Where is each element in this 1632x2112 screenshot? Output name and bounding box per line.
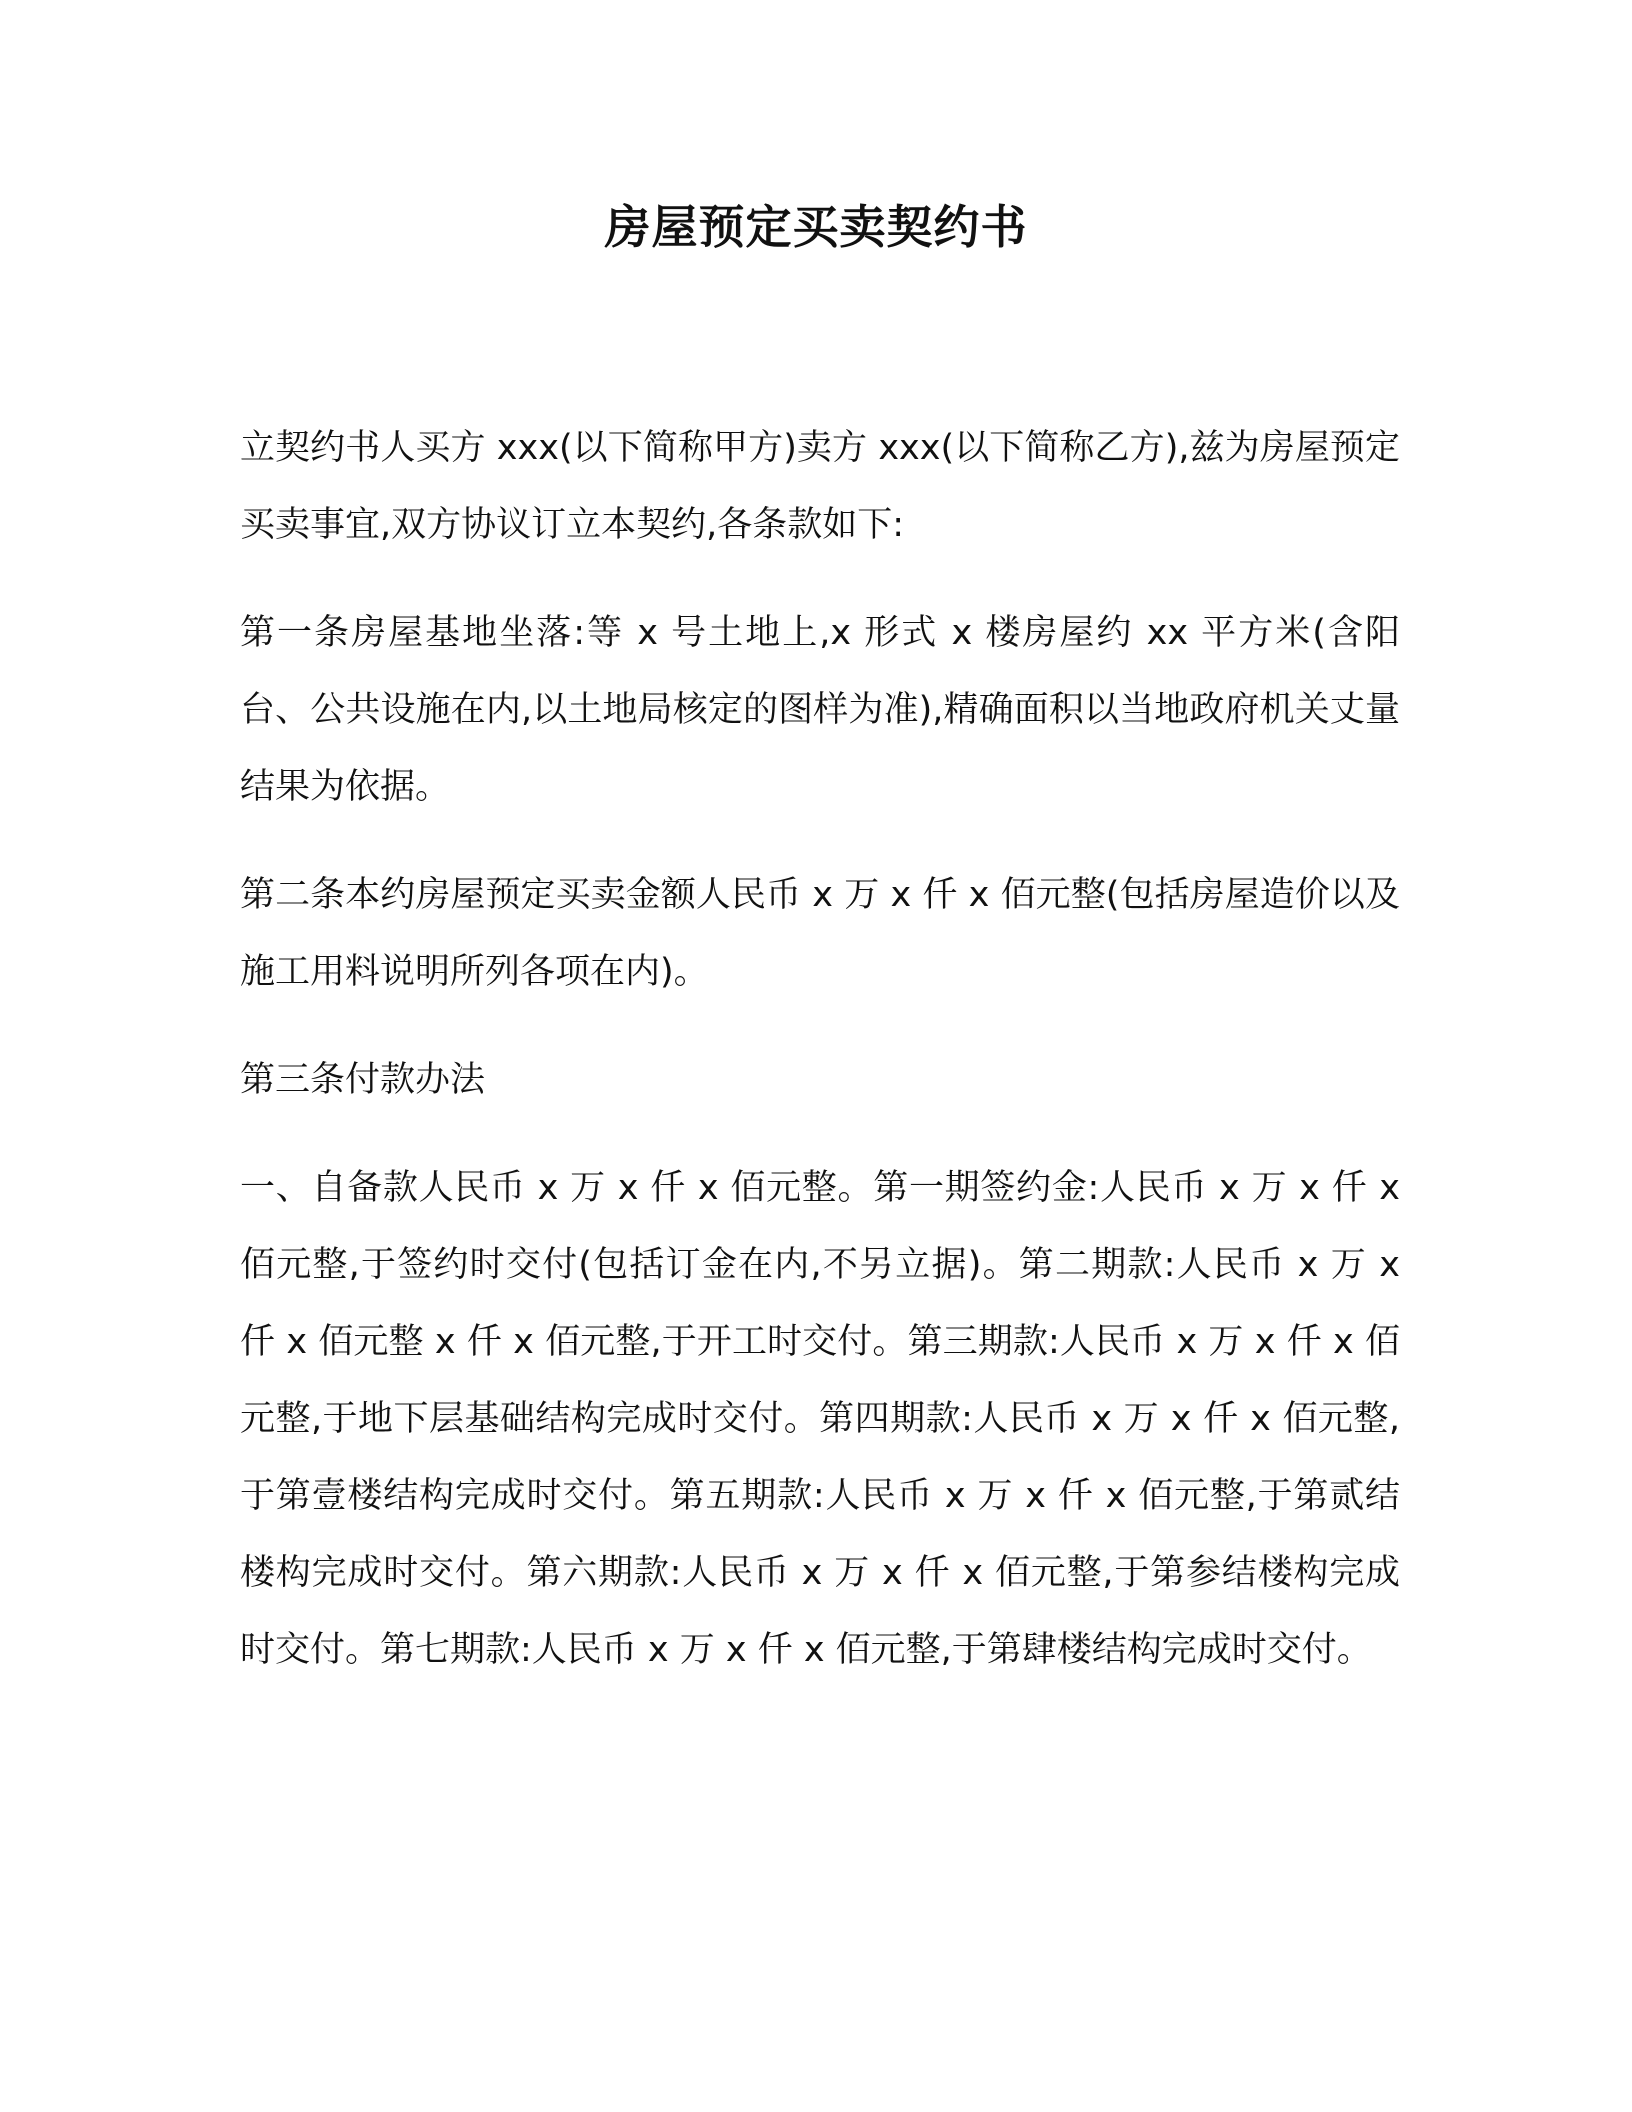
paragraph-article-1: 第一条房屋基地坐落:等 x 号土地上,x 形式 x 楼房屋约 xx 平方米(含阳台、公共设施在内,以土地局核定的图样为准),精确面积以当地政府机关丈量结果为依据。	[240, 613, 1400, 807]
paragraph-payment-schedule: 一、自备款人民币 x 万 x 仟 x 佰元整。第一期签约金:人民币 x 万 x 仟 x 佰元整,于签约时交付(包括订金在内,不另立据)。第二期款:人民币 x 万 x 仟 x 佰元整 x 仟 x 佰元整,于开工时交付。第三期款:人民币 x 万 x 仟 x 佰元整,于地下层基础结构完成时交付。第四期款:人民币 x 万 x 仟 x 佰元整,于第壹楼结构完成时交付。第五期款:人民币 x 万 x 仟 x 佰元整,于第贰结楼构完成时交付。第六期款:人民币 x 万 x 仟 x 佰元整,于第参结楼构完成时交付。第七期款:人民币 x 万 x 仟 x 佰元整,于第肆楼结构完成时交付。	[240, 1168, 1400, 1670]
paragraph-article-3-heading: 第三条付款办法	[240, 1060, 486, 1100]
document-title: 房屋预定买卖契约书	[604, 200, 1028, 254]
paragraph-article-2: 第二条本约房屋预定买卖金额人民币 x 万 x 仟 x 佰元整(包括房屋造价以及施工用料说明所列各项在内)。	[240, 875, 1400, 992]
paragraph-preamble: 立契约书人买方 xxx(以下简称甲方)卖方 xxx(以下简称乙方),兹为房屋预定买卖事宜,双方协议订立本契约,各条款如下:	[240, 428, 1400, 545]
document-body	[240, 410, 1400, 1720]
